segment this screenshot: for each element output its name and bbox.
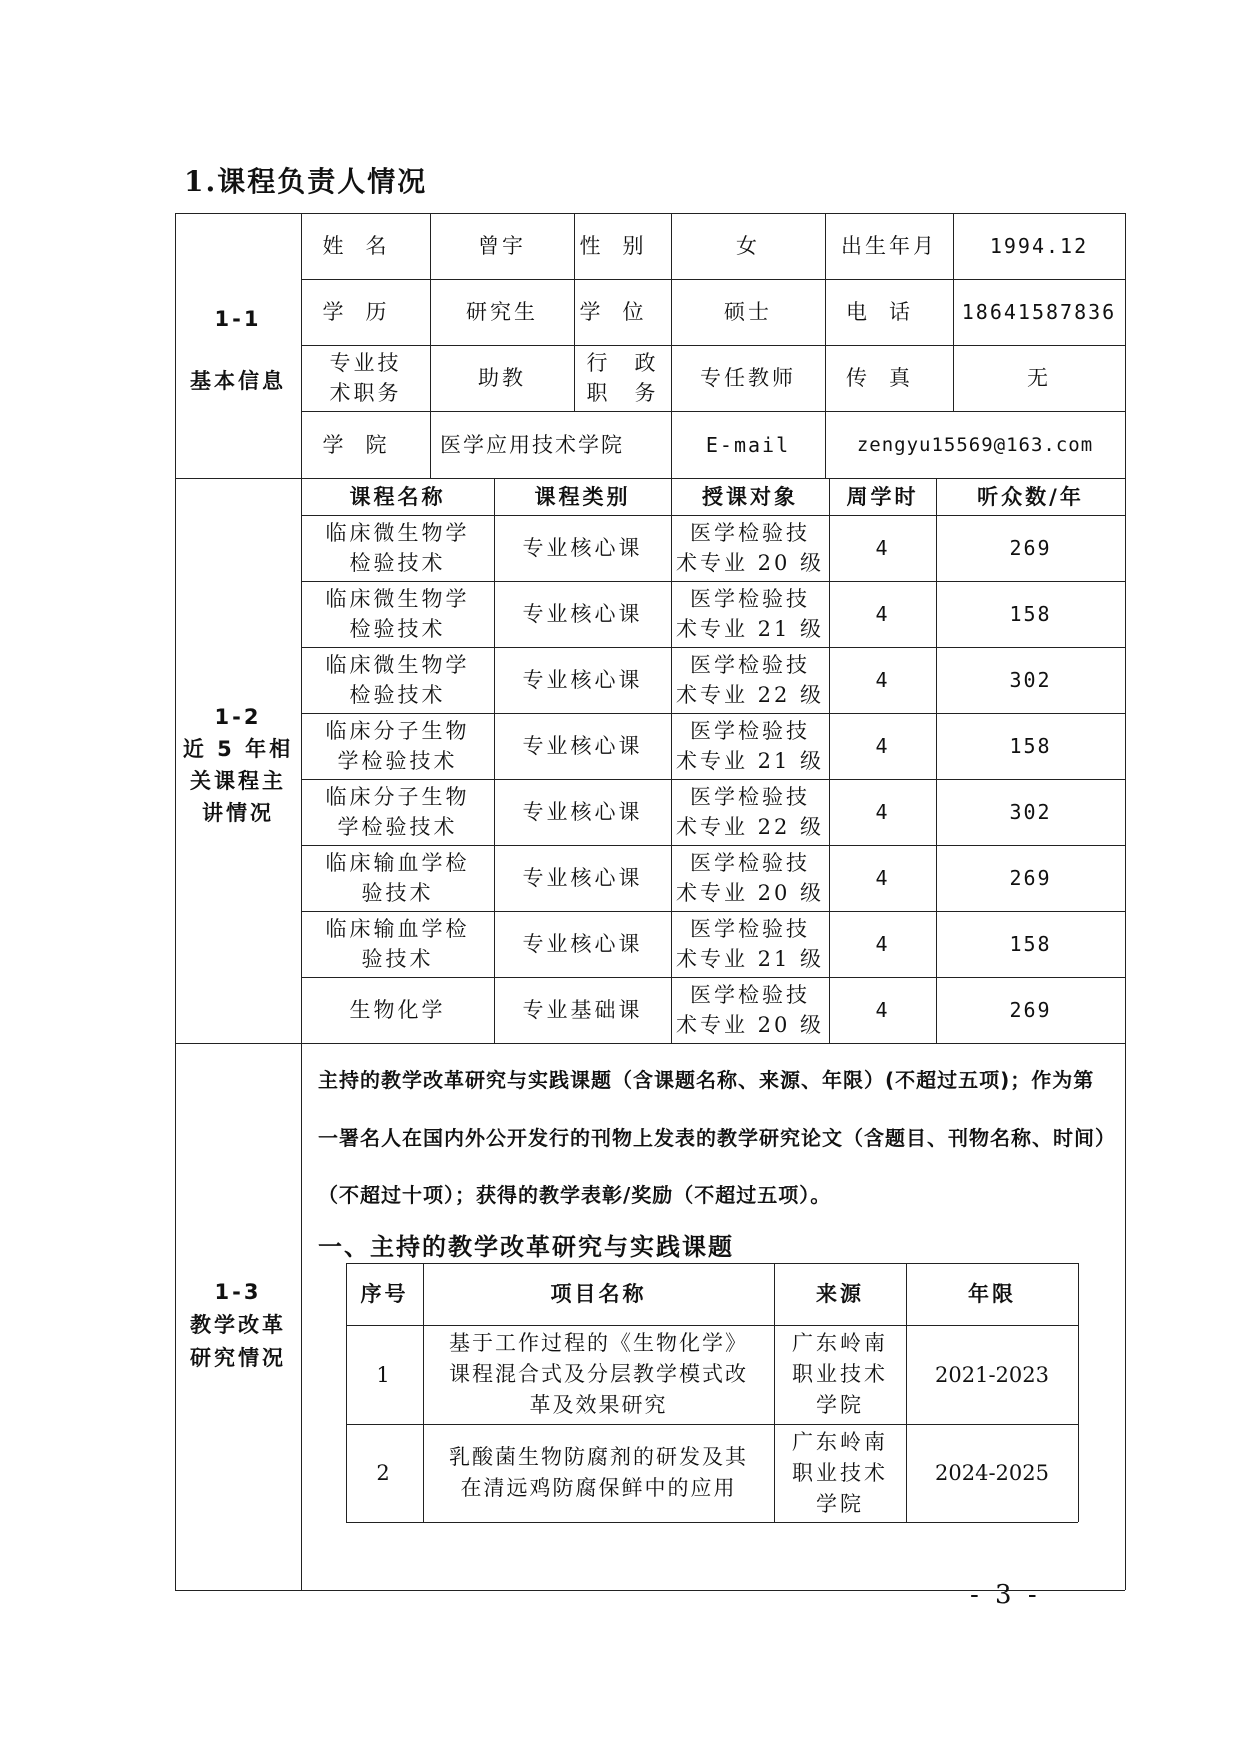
courses-section-line2: 关课程主 [190,769,286,793]
project-source-line2: 职业技术 [792,1362,888,1386]
course-hours: 4 [875,668,890,692]
section-title: 1.课程负责人情况 [184,165,428,198]
reform-intro-line2: 一署名人在国内外公开发行的刊物上发表的教学研究论文（含题目、刊物名称、时间） [318,1126,1116,1150]
course-category: 专业核心课 [522,932,643,956]
fax-label: 传真 [846,366,932,390]
course-target-line1: 医学检验技 [690,917,810,941]
course-category: 专业核心课 [522,602,643,626]
project-source [774,1325,906,1424]
courses-header-audience: 听众数/年 [977,484,1084,509]
course-target [671,911,829,977]
project-source-line1: 广东岭南 [792,1331,888,1355]
reform-section-number: 1-3 [214,1279,262,1304]
course-target-line1: 医学检验技 [690,653,810,677]
admin-title-label-line2: 职 务 [586,381,659,405]
project-name-line3: 革及效果研究 [529,1393,668,1417]
project-name-line2: 课程混合式及分层教学模式改 [449,1362,748,1386]
reform-intro-line1: 主持的教学改革研究与实践课题（含课题名称、来源、年限）(不超过五项)；作为第 [318,1068,1095,1092]
project-no: 1 [376,1362,393,1387]
course-name-line2: 验技术 [361,947,434,971]
course-name-line1: 临床微生物学 [325,653,470,677]
pro-title-value: 助教 [478,366,526,390]
project-years: 2021-2023 [935,1362,1049,1387]
course-audience: 269 [1009,536,1052,560]
course-target-line1: 医学检验技 [690,719,810,743]
course-hours: 4 [875,932,890,956]
course-target-line2: 术专业 20 级 [675,1013,825,1037]
email-value: zengyu15569@163.com [856,433,1094,456]
projects-header-source: 来源 [816,1282,864,1306]
courses-header-target: 授课对象 [702,484,798,509]
course-target-line1: 医学检验技 [690,785,810,809]
course-target-line2: 术专业 21 级 [675,749,825,773]
name-label: 姓名 [322,234,409,258]
course-target-line1: 医学检验技 [690,521,810,545]
course-target [671,845,829,911]
course-name-line2: 学检验技术 [337,749,458,773]
course-target-line2: 术专业 22 级 [675,683,825,707]
reform-intro-line3: （不超过十项）；获得的教学表彰/奖励（不超过五项）。 [318,1183,832,1207]
course-target [671,515,829,581]
reform-section-line1: 教学改革 [190,1312,286,1337]
table-row [301,647,494,713]
basic-section-label [175,290,301,410]
reform-subsection-title: 一、主持的教学改革研究与实践课题 [318,1233,734,1261]
course-name-line1: 生物化学 [349,998,446,1022]
course-hours: 4 [875,998,890,1022]
table-border [175,213,176,1590]
project-source-line2: 职业技术 [792,1460,888,1485]
course-name-line1: 临床输血学检 [325,917,470,941]
course-hours: 4 [875,800,890,824]
education-label: 学历 [322,300,409,324]
table-row [301,845,494,911]
table-row [301,779,494,845]
project-source-line1: 广东岭南 [792,1429,888,1454]
college-label: 学院 [322,432,409,457]
course-target [671,647,829,713]
project-source-line3: 学院 [816,1393,864,1417]
course-target-line1: 医学检验技 [690,851,810,875]
course-category: 专业核心课 [522,734,643,758]
education-value: 研究生 [466,300,538,324]
course-audience: 158 [1009,602,1052,626]
pro-title-label-line2: 术职务 [329,381,402,405]
table-border [175,1043,1125,1044]
projects-header-years: 年限 [968,1282,1016,1306]
course-name-line1: 临床微生物学 [325,521,470,545]
course-name-line1: 临床微生物学 [325,587,470,611]
course-name-line1: 临床分子生物 [325,719,470,743]
degree-label: 学位 [579,300,666,324]
project-name [423,1325,774,1424]
birth-value: 1994.12 [989,234,1089,258]
table-row [301,713,494,779]
degree-value: 硕士 [724,300,772,324]
name-value: 曾宇 [478,234,526,258]
phone-label: 电话 [846,300,932,324]
birth-label: 出生年月 [841,234,937,258]
course-target [671,779,829,845]
pro-title-label-line1: 专业技 [329,351,402,375]
course-audience: 269 [1009,998,1052,1022]
course-name-line2: 验技术 [361,881,434,905]
project-source [774,1424,906,1522]
project-source-line3: 学院 [816,1491,864,1516]
courses-header-hours: 周学时 [846,484,919,509]
course-category: 专业核心课 [522,800,643,824]
course-name-line2: 检验技术 [349,683,446,707]
projects-header-name: 项目名称 [550,1282,647,1306]
course-hours: 4 [875,734,890,758]
courses-section-number: 1-2 [214,705,262,729]
reform-section-line2: 研究情况 [190,1345,286,1370]
email-label: E-mail [705,432,791,457]
course-hours: 4 [875,602,890,626]
project-name [423,1424,774,1522]
course-category: 专业基础课 [522,998,643,1022]
courses-header-category: 课程类别 [534,484,631,509]
course-target-line2: 术专业 21 级 [675,947,825,971]
course-target [671,581,829,647]
course-target-line2: 术专业 20 级 [675,551,825,575]
page-number: - 3 - [970,1580,1041,1610]
table-row [301,911,494,977]
gender-label: 性别 [579,234,666,258]
table-row [301,581,494,647]
course-name-line2: 学检验技术 [337,815,458,839]
courses-section-line1: 近 5 年相 [182,737,294,761]
course-name-line2: 检验技术 [349,617,446,641]
course-audience: 302 [1009,800,1052,824]
courses-section-line3: 讲情况 [202,801,274,825]
admin-title-label [574,345,671,411]
project-name-line2: 在清远鸡防腐保鲜中的应用 [460,1476,737,1500]
course-target-line2: 术专业 20 级 [675,881,825,905]
project-years: 2024-2025 [935,1461,1049,1485]
course-audience: 302 [1009,668,1052,692]
course-target [671,977,829,1043]
basic-section-text: 基本信息 [190,369,286,393]
table-row [301,977,494,1043]
course-target-line2: 术专业 22 级 [675,815,825,839]
reform-section-label [175,1270,301,1380]
course-audience: 269 [1009,866,1052,890]
course-audience: 158 [1009,734,1052,758]
course-category: 专业核心课 [522,668,643,692]
course-hours: 4 [875,536,890,560]
table-border [346,1522,1078,1523]
course-category: 专业核心课 [522,866,643,890]
admin-title-value: 专任教师 [700,366,796,390]
pro-title-label [301,345,430,411]
course-name-line1: 临床分子生物 [325,785,470,809]
project-name-line1: 基于工作过程的《生物化学》 [449,1331,748,1355]
fax-value: 无 [1027,366,1051,390]
course-target [671,713,829,779]
admin-title-label-line1: 行 政 [586,351,659,375]
college-value: 医学应用技术学院 [440,432,624,457]
courses-header-name: 课程名称 [349,484,446,509]
course-target-line2: 术专业 21 级 [675,617,825,641]
basic-section-number: 1-1 [214,307,262,331]
course-hours: 4 [875,866,890,890]
course-name-line2: 检验技术 [349,551,446,575]
course-target-line1: 医学检验技 [690,587,810,611]
courses-section-label [175,690,301,840]
phone-value: 18641587836 [961,300,1117,324]
table-border [1078,1263,1079,1522]
course-name-line1: 临床输血学检 [325,851,470,875]
table-row [301,515,494,581]
gender-value: 女 [736,234,760,258]
projects-header-no: 序号 [360,1282,409,1306]
project-name-line1: 乳酸菌生物防腐剂的研发及其 [449,1445,748,1469]
course-audience: 158 [1009,932,1052,956]
course-target-line1: 医学检验技 [690,983,810,1007]
course-category: 专业核心课 [522,536,643,560]
table-border [1125,213,1126,1590]
project-no: 2 [376,1461,393,1485]
